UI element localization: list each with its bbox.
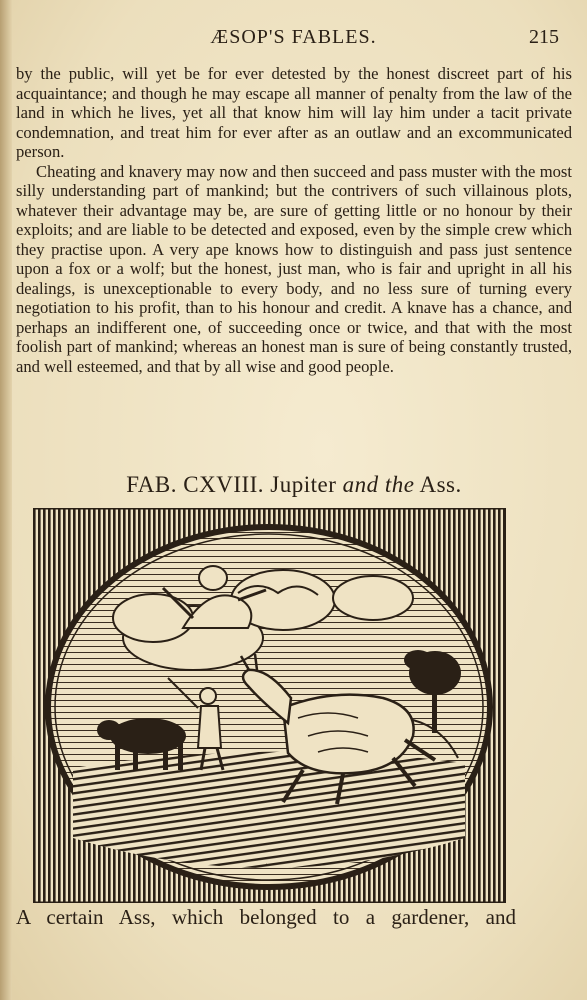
page-number: 215 [529,26,559,48]
fable-number: FAB. CXVIII. [126,472,265,497]
fable-name-part1: Jupiter [270,472,337,497]
fable-title [16,472,572,498]
fable-name-connector: and the [342,472,415,497]
page-header [16,26,571,52]
running-title: ÆSOP'S FABLES. [210,26,377,48]
paragraph-moral: Cheating and knavery may now and then succeed and pass muster with the most silly understanding part of mankind; but the contrivers of such villainous plots, whatever their advantage may be, are sure of getting little or no honour by their exploits; and are liable to be detected and exposed, even by the simple crew which they practise upon. A very ape knows how to distinguish and pass just sentence upon a fox or a wolf; but the honest, just man, who is fair and upright in all his dealings, is unexceptionable to every body, and no less sure of turning every negotiation to his profit, than to his honour and credit. A knave has a chance, and perhaps an indifferent one, of succeeding once or twice, and that with the most foolish part of mankind; whereas an honest man is sure of being constantly trusted, and well esteemed, and that by all wise and good people. [16,161,572,376]
paragraph-continuation: by the public, will yet be for ever detested by the honest discreet part of his acquaintance; and though he may escape all manner of penalty from the law of the land in which he lives, yet all that know him will lay him under a tacit private condemnation, and treat him for ever after as an outlaw and an excommunicated person. [16,64,572,161]
body-text [16,64,572,376]
woodcut-illustration [33,508,506,903]
caption-line: A certain Ass, which belonged to a gardener, and [16,905,516,929]
page-gutter-shadow [0,0,12,1000]
fable-name-part2: Ass. [419,472,462,497]
